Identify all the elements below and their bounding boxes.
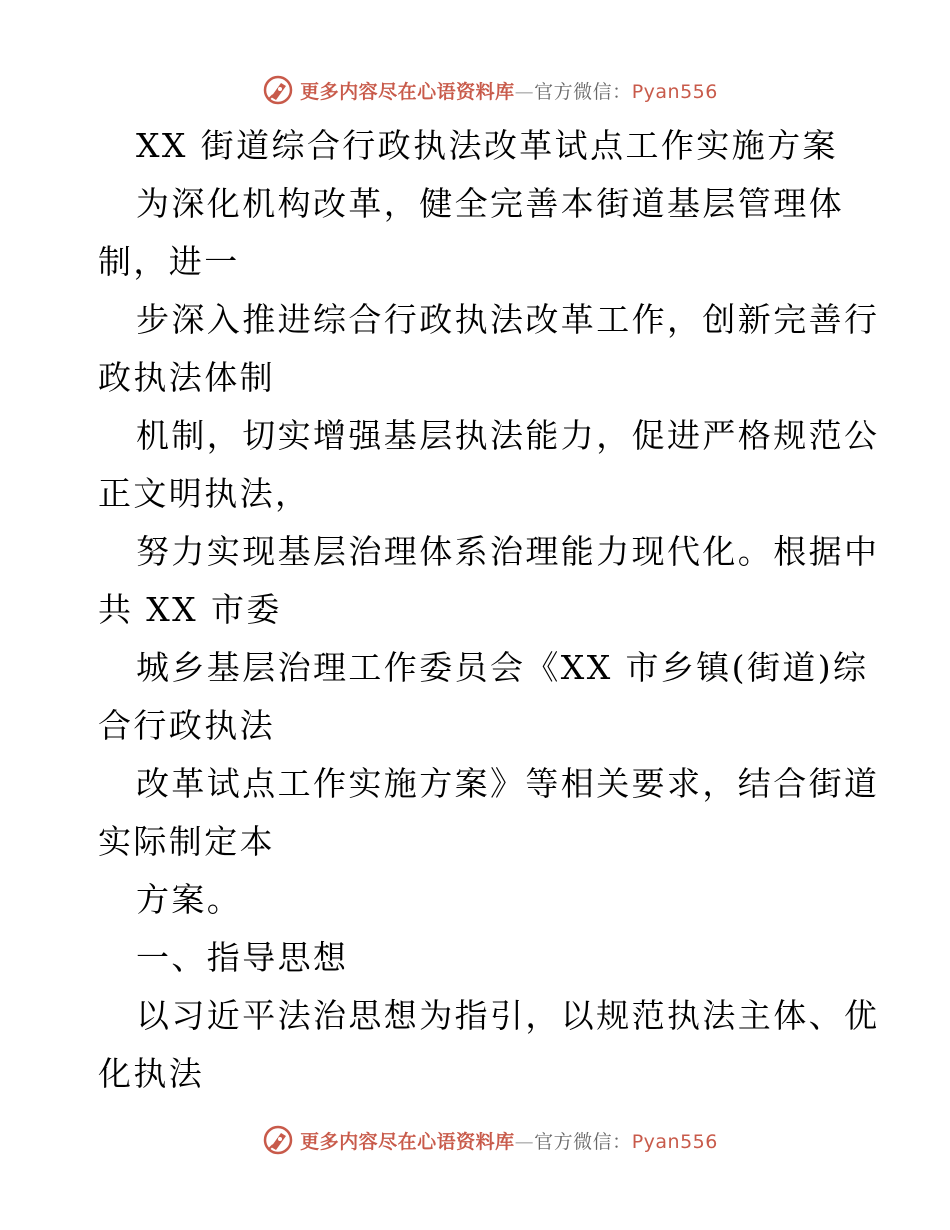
watermark-wechat-label: 官方微信 — [534, 80, 613, 103]
paragraph-line: 政执法体制 — [98, 358, 275, 397]
pen-nib-logo-icon — [262, 74, 294, 106]
pen-nib-logo-icon — [262, 1124, 294, 1156]
watermark-brand: 更多内容尽在心语资料库 — [300, 1130, 515, 1153]
watermark-wechat-id: Pyan556 — [631, 80, 718, 103]
paragraph-line: 正文明执法， — [98, 474, 311, 513]
document-title: XX 街道综合行政执法改革试点工作实施方案 — [136, 126, 838, 165]
watermark-colon: ： — [612, 80, 632, 103]
paragraph-line: 为深化机构改革，健全完善本街道基层管理体 — [136, 184, 844, 223]
watermark-colon: ： — [612, 1130, 632, 1153]
paragraph-line: 以习近平法治思想为指引，以规范执法主体、优 — [136, 996, 880, 1035]
watermark-banner-bottom — [0, 1120, 950, 1160]
watermark-banner-top — [0, 70, 950, 110]
watermark-wechat-label: 官方微信 — [534, 1130, 613, 1153]
watermark-dash: — — [514, 80, 535, 103]
watermark-content — [262, 1124, 718, 1156]
paragraph-line: 实际制定本 — [98, 822, 275, 861]
paragraph-line: 合行政执法 — [98, 706, 275, 745]
watermark-wechat-id: Pyan556 — [631, 1130, 718, 1153]
paragraph-line: 城乡基层治理工作委员会《XX 市乡镇(街道)综 — [136, 648, 869, 687]
watermark-dash: — — [514, 1130, 535, 1153]
paragraph-line: 步深入推进综合行政执法改革工作，创新完善行 — [136, 300, 880, 339]
paragraph-line: 共 XX 市委 — [98, 590, 282, 629]
watermark-content — [262, 74, 718, 106]
section-heading: 一、指导思想 — [136, 938, 349, 977]
paragraph-line: 化执法 — [98, 1054, 205, 1093]
watermark-brand: 更多内容尽在心语资料库 — [300, 80, 515, 103]
paragraph-line: 方案。 — [136, 880, 243, 919]
paragraph-line: 努力实现基层治理体系治理能力现代化。根据中 — [136, 532, 880, 571]
paragraph-line: 改革试点工作实施方案》等相关要求，结合街道 — [136, 764, 880, 803]
paragraph-line: 制，进一 — [98, 242, 240, 281]
paragraph-line: 机制，切实增强基层执法能力，促进严格规范公 — [136, 416, 880, 455]
